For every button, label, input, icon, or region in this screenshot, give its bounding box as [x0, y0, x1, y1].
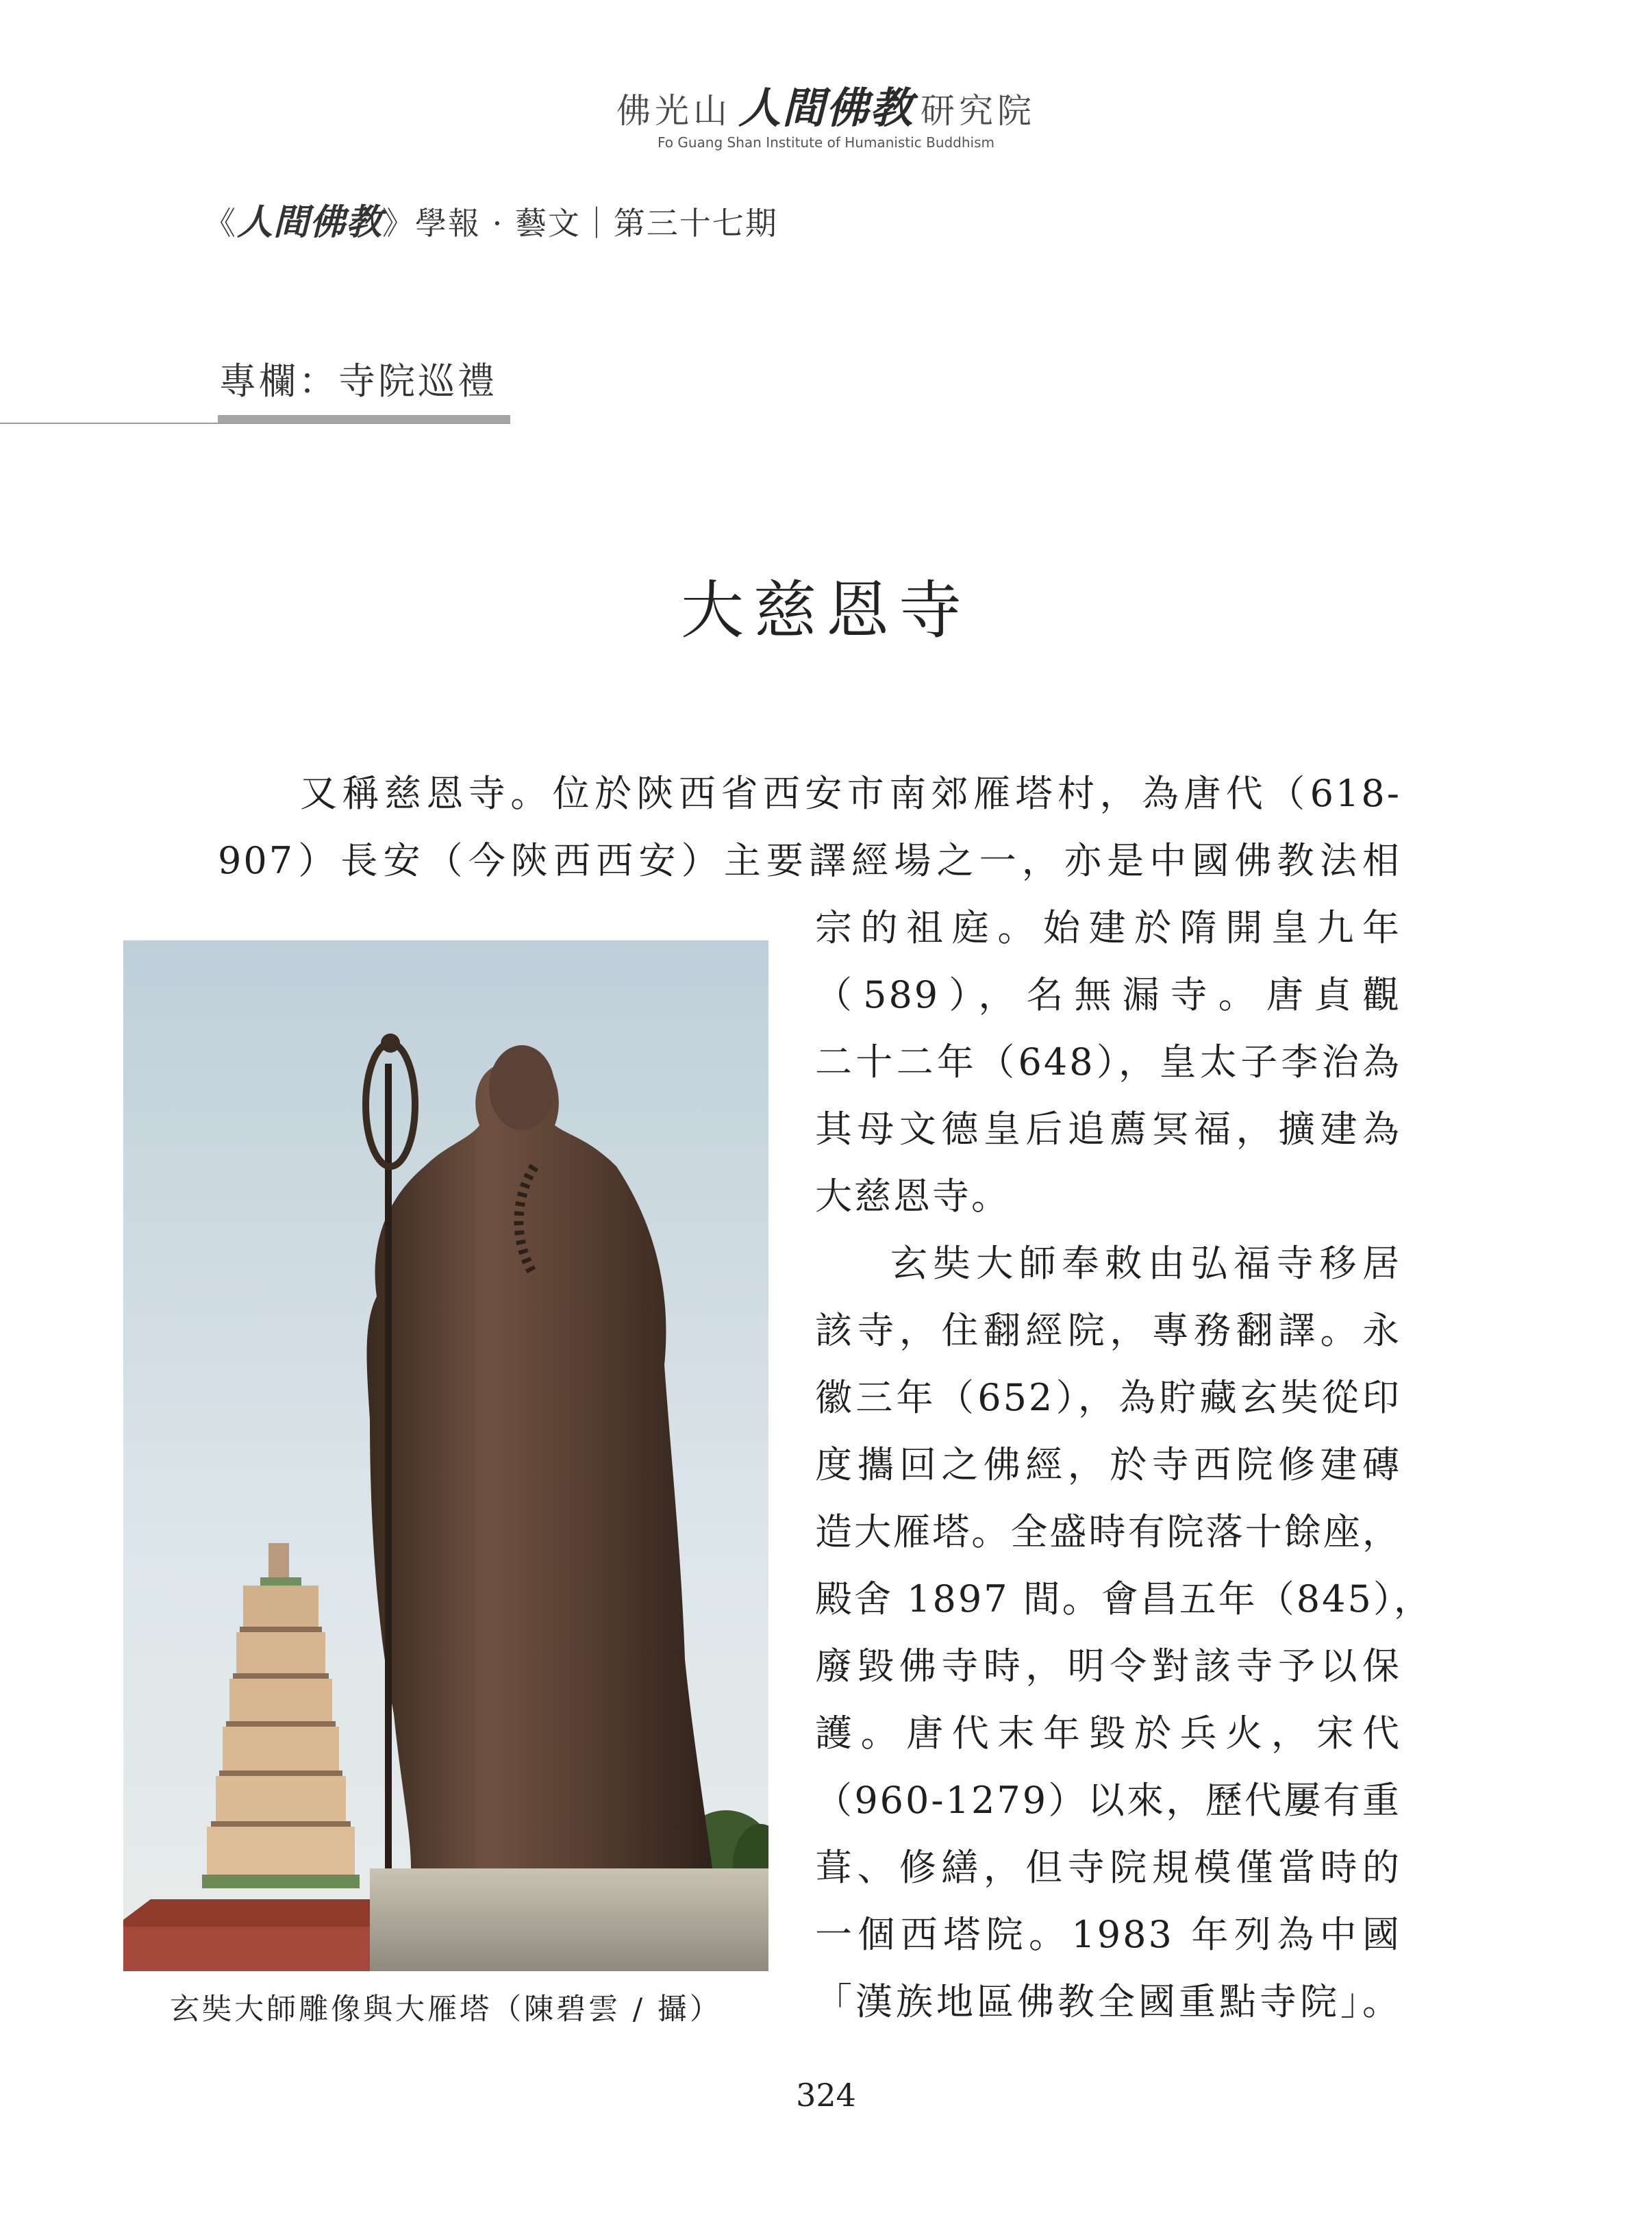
article-title: 大慈恩寺 — [680, 574, 971, 647]
para2-line-1: 玄奘大師奉敕由弘福寺移居 — [890, 1242, 1401, 1285]
para2-line-7: 廢毀佛寺時，明令對該寺予以保 — [815, 1644, 1401, 1688]
para1-line-4: （589），名無漏寺。唐貞觀 — [815, 973, 1401, 1016]
para2-line-12: 「漢族地區佛教全國重點寺院」。 — [815, 1980, 1401, 2023]
para2-line-3: 徽三年（652），為貯藏玄奘從印 — [815, 1376, 1401, 1419]
para2-line-4: 度攜回之佛經，於寺西院修建磚 — [815, 1443, 1401, 1486]
institute-brand: 人間佛教 — [738, 83, 914, 133]
para2-line-10: 葺、修繕，但寺院規模僅當時的 — [815, 1846, 1401, 1889]
para2-line-2: 該寺，住翻經院，專務翻譯。永 — [815, 1309, 1401, 1352]
para2-line-8: 護。唐代末年毀於兵火，宋代 — [815, 1712, 1401, 1755]
institute-suffix: 研究院 — [921, 91, 1036, 131]
institute-english-name: Fo Guang Shan Institute of Humanistic Buddhism — [657, 134, 995, 151]
journal-running-title — [204, 193, 778, 245]
para2-line-6: 殿舍 1897 間。會昌五年（845）， — [815, 1577, 1433, 1620]
institute-header — [0, 74, 1652, 135]
journal-issue: 》學報 · 藝文｜第三十七期 — [382, 205, 778, 242]
journal-open-bracket: 《 — [204, 205, 237, 242]
institute-prefix: 佛光山 — [616, 91, 731, 131]
para2-line-5: 造大雁塔。全盛時有院落十餘座， — [815, 1510, 1401, 1553]
statue-pagoda-photo — [123, 940, 768, 1971]
para1-line-7: 大慈恩寺。 — [815, 1175, 1010, 1218]
photo-caption: 玄奘大師雕像與大雁塔（陳碧雲 / 攝） — [170, 1992, 722, 2027]
page-number: 324 — [796, 2077, 856, 2114]
column-underline — [218, 415, 510, 423]
para2-line-9: （960-1279）以來，歷代屢有重 — [815, 1779, 1401, 1822]
para1-line-6: 其母文德皇后追薦冥福，擴建為 — [815, 1108, 1401, 1151]
para2-line-11: 一個西塔院。1983 年列為中國 — [815, 1913, 1401, 1956]
para1-line-3: 宗的祖庭。始建於隋開皇九年 — [815, 906, 1401, 949]
para1-line-1: 又稱慈恩寺。位於陝西省西安市南郊雁塔村，為唐代（618- — [300, 772, 1401, 815]
column-label: 專欄：寺院巡禮 — [219, 360, 497, 403]
journal-brand: 人間佛教 — [237, 201, 383, 243]
column-rule — [0, 423, 510, 424]
para1-line-5: 二十二年（648），皇太子李治為 — [815, 1040, 1401, 1084]
para1-line-2: 907）長安（今陝西西安）主要譯經場之一，亦是中國佛教法相 — [218, 839, 1401, 882]
